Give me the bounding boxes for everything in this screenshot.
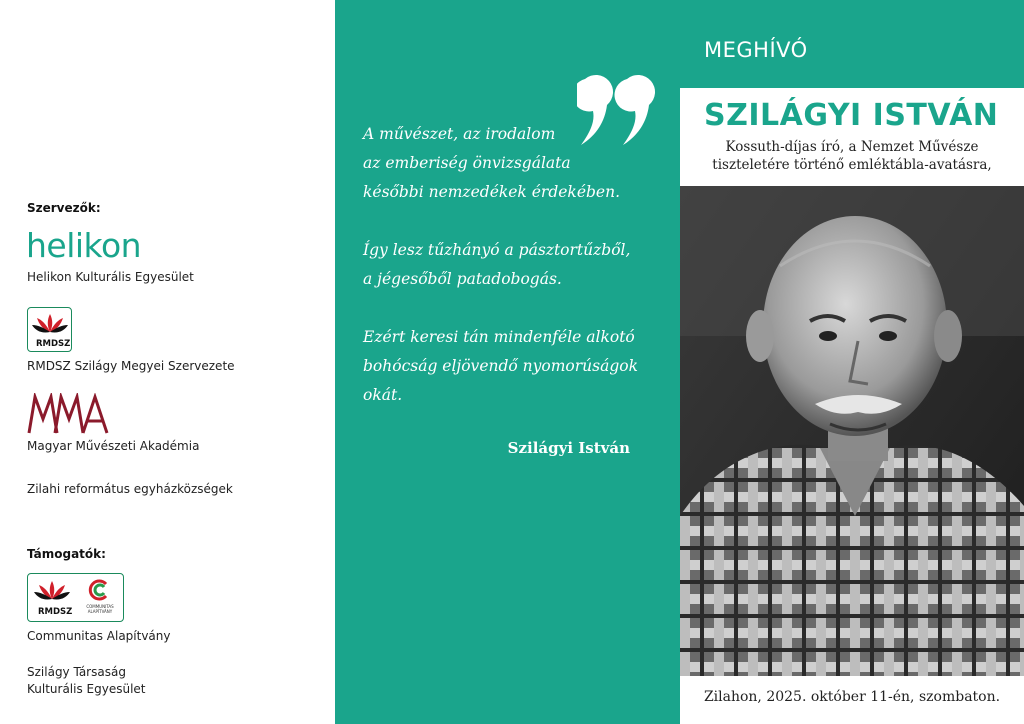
- portrait-illustration: [680, 186, 1024, 676]
- mma-logo-text: MMA: [27, 393, 30, 394]
- date-box: [680, 676, 1024, 724]
- quote-author: Szilágyi István: [507, 439, 630, 457]
- supporters-logos: [27, 573, 124, 622]
- tulip-icon: [29, 310, 71, 340]
- rmdsz-logo-text: RMDSZ: [36, 339, 71, 349]
- helikon-name: Helikon Kulturális Egyesület: [27, 270, 194, 284]
- date-place: Zilahon, 2025. október 11-én, szombaton.: [703, 689, 1001, 705]
- organizers-panel: [0, 0, 335, 724]
- honoree-subtitle: [680, 138, 1024, 174]
- quote-line: A művészet, az irodalom: [363, 125, 556, 143]
- mma-name: Magyar Művészeti Akadémia: [27, 439, 200, 453]
- rmdsz-name: RMDSZ Szilágy Megyei Szervezete: [27, 359, 235, 373]
- mma-logo: [27, 393, 113, 435]
- supporters-heading: Támogatók:: [27, 547, 106, 561]
- name-box: [680, 88, 1024, 186]
- subtitle-line: tiszteletére történő emléktábla-avatásra,: [712, 157, 992, 173]
- quote-line: a jégesőből patadobogás.: [363, 270, 562, 288]
- communitas-icon: [84, 578, 114, 602]
- helikon-logo: helikon: [26, 226, 142, 265]
- quote-line: okát.: [363, 386, 403, 404]
- szilagy-line1: Szilágy Társaság: [27, 665, 126, 679]
- supporters-rmdsz-text: RMDSZ: [38, 607, 73, 617]
- quote-line: bohócság eljövendő nyomorúságok: [363, 357, 638, 375]
- communitas-logo-text: COMMUNITAS ALAPÍTVÁNY: [86, 604, 114, 614]
- rmdsz-logo: [27, 307, 72, 352]
- szilagy-line2: Kulturális Egyesület: [27, 682, 146, 696]
- organizers-heading: Szervezők:: [27, 201, 101, 215]
- church-name: Zilahi református egyházközségek: [27, 482, 233, 496]
- subtitle-line: Kossuth-díjas író, a Nemzet Művésze: [725, 139, 979, 155]
- quote-line: Így lesz tűzhányó a pásztortűzből,: [363, 241, 631, 259]
- portrait-photo: [680, 186, 1024, 676]
- communitas-name: Communitas Alapítvány: [27, 629, 171, 643]
- honoree-name: SZILÁGYI ISTVÁN: [704, 98, 999, 133]
- quote-line: későbbi nemzedékek érdekében.: [363, 183, 620, 201]
- tulip-icon: [31, 577, 73, 607]
- invitation-title: MEGHÍVÓ: [704, 38, 808, 62]
- quote-text: [363, 120, 663, 439]
- quote-line: az emberiség önvizsgálata: [363, 154, 571, 172]
- quote-line: Ezért keresi tán mindenféle alkotó: [363, 328, 635, 346]
